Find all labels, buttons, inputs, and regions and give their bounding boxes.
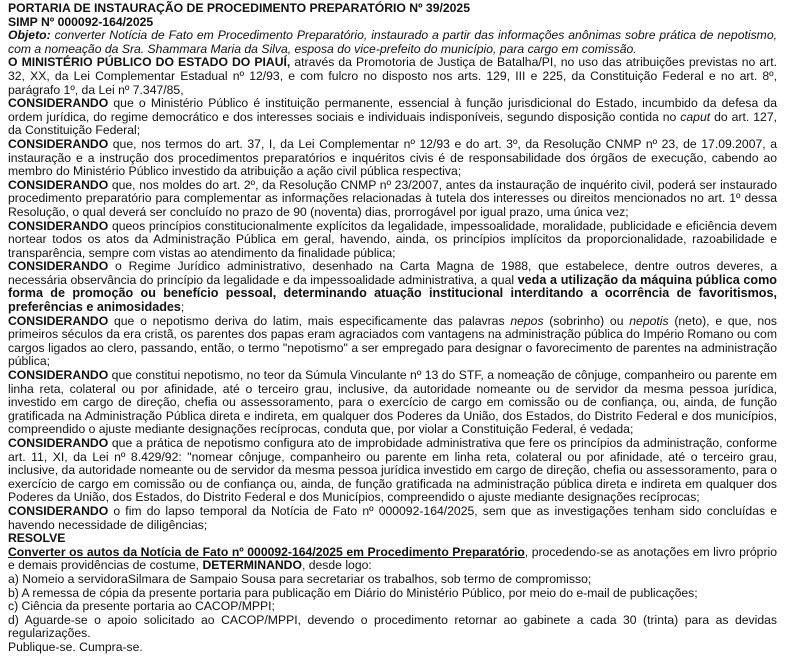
considerando-text: o fim do lapso temporal da Notícia de Fato nº 000092-164/2025, sem que as investigações tenham sido concluídas e havendo necessidade de diligências; <box>8 503 777 532</box>
considerando-8 <box>8 437 777 505</box>
considerando-italic: caput <box>680 109 711 124</box>
considerando-italic: nepotis <box>629 313 669 328</box>
resolve-heading: RESOLVE <box>8 531 66 546</box>
considerando-text: que constitui nepotismo, no teor da Súmula Vinculante nº 13 do STF, a nomeação de cônjuge, companheiro ou parente em linha reta, colateral ou por afinidade, até o terceiro grau, inclusive, da autoridade nomeante ou de servidor da mesma pessoa jurídica, investido em cargo de direção, chefia ou assessoramento, para o exercício de cargo em comissão ou de confiança, ou, ainda, de função gratificada na Administração Pública direta e indireta, em qualquer dos Poderes da União, dos Estados, do Distrito Federal e dos municípios, compreendido o ajuste mediante designações recíprocas, conduta que, por violar a Constituição Federal, é vedada; <box>8 368 777 437</box>
considerando-7 <box>8 369 777 437</box>
considerando-4 <box>8 220 777 261</box>
intro-paragraph <box>8 56 777 97</box>
considerando-text: que a prática de nepotismo configura ato de improbidade administrativa que fere os princípios da administração, conforme art. 11, XI, da Lei nº 8.429/92: "nomear cônjuge, companheiro ou parente em linha reta, colateral ou por afinidade, até o terceiro grau, inclusive, da autoridade nomeante ou de servidor da mesma pessoa jurídica investido em cargo de direção, chefia ou assessoramento, para o exercício de cargo em comissão ou de confiança ou, ainda, de função gratificada na administração pública direta e indireta em qualquer dos Poderes da União, dos Estados, do Distrito Federal e dos Municípios, compreendido o ajuste mediante designações recíprocas; <box>8 436 777 505</box>
considerando-text: que, nos moldes do art. 2º, da Resolução CNMP nº 23/2007, antes da instauração de inquérito civil, poderá ser instaurado procedimento preparatório para complementar as informações relacionadas à tutela dos interesses ou direitos mencionados no art. 1º dessa Resolução, o qual deverá ser concluído no prazo de 90 (noventa) dias, prorrogável por igual prazo, uma única vez; <box>8 177 777 219</box>
resolve-item-a: a) Nomeio a servidoraSilmara de Sampaio Sousa para secretariar os trabalhos, sob termo de compromisso; <box>8 571 592 586</box>
considerando-1 <box>8 97 777 138</box>
considerando-bold-emphasis: veda a utilização da máquina pública como forma de promoção ou benefício pessoal, determinando atuação institucional interditando a ocorrência de favoritismos, preferências e animosidades <box>8 272 777 315</box>
considerando-5 <box>8 260 777 314</box>
intro-text: através da Promotoria de Justiça de Batalha/PI, no uso das atribuições previstas no art. 32, XX, da Lei Complementar Estadual nº 12/93, e com fulcro no disposto nos arts. 129, III e 225, da Constituição Federal e no art. 8º, parágrafo 1º, da Lei nº 7.347/85, <box>8 55 777 97</box>
considerando-text: queos princípios constitucionalmente explícitos da legalidade, impessoalidade, moralidade, publicidade e eficiência devem nortear todos os atos da Administração Pública em geral, havendo, ainda, os princípios implícitos da proporcionalidade, razoabilidade e transparência, sempre com vistas ao atendimento da finalidade pública; <box>8 218 777 260</box>
simp-number: SIMP Nº 000092-164/2025 <box>8 14 154 29</box>
considerando-label: CONSIDERANDO <box>8 368 109 383</box>
considerando-label: CONSIDERANDO <box>8 218 109 233</box>
considerando-label: CONSIDERANDO <box>8 96 109 111</box>
considerando-label: CONSIDERANDO <box>8 136 109 151</box>
resolve-item-c: c) Ciência da presente portaria ao CACOP/MPPI; <box>8 599 275 614</box>
considerando-text: que o Ministério Público é instituição permanente, essencial à função jurisdicional do Estado, incumbido da defesa da ordem jurídica, do regime democrático e dos interesses sociais e individuais indisponíveis, segundo disposição contida no <box>8 96 777 124</box>
considerando-9 <box>8 505 777 532</box>
considerando-text: ; <box>180 300 185 315</box>
considerando-text: que o nepotismo deriva do latim, mais especificamente das palavras <box>108 313 511 328</box>
objeto-label: Objeto: <box>8 28 51 43</box>
resolve-item-b: b) A remessa de cópia da presente portaria para publicação em Diário do Ministério Público, por meio do e-mail de publicações; <box>8 585 698 600</box>
resolve-item-d: d) Aguarde-se o apoio solicitado ao CACOP/MPPI, devendo o procedimento retornar ao gabinete a cada 30 (trinta) para as devidas regularizações. <box>8 612 777 641</box>
considerando-2 <box>8 138 777 179</box>
objeto-paragraph <box>8 29 777 56</box>
considerando-label: CONSIDERANDO <box>8 503 109 518</box>
considerando-label: CONSIDERANDO <box>8 313 109 328</box>
resolve-text: , procedendo-se as anotações em livro próprio e demais providências de costume, <box>8 544 778 573</box>
convert-statement: Converter os autos da Notícia de Fato nº 000092-164/2025 em Procedimento Preparatório <box>8 544 525 559</box>
considerando-text: o Regime Jurídico administrativo, desenhado na Carta Magna de 1988, que estabelece, dentre outros deveres, a necessária observância do princípio da legalidade e da impessoalidade administrativa, a qual <box>8 259 777 287</box>
determinando-label: DETERMINANDO <box>202 558 302 573</box>
considerando-label: CONSIDERANDO <box>8 436 109 450</box>
considerando-6 <box>8 315 777 369</box>
considerando-italic: nepos <box>510 313 544 328</box>
resolve-text: , desde logo: <box>301 558 372 573</box>
considerando-label: CONSIDERANDO <box>8 177 109 192</box>
considerando-text: que, nos termos do art. 37, I, da Lei Complementar nº 12/93 e do art. 3º, da Resolução CNMP nº 23, de 17.09.2007, a instauração e a instrução dos procedimentos preparatórios e inquéritos civis é de responsabilidade dos órgãos de execução, cabendo ao membro do Ministério Público investido da atribuição a ação civil pública respectiva; <box>8 136 777 179</box>
resolve-paragraph <box>8 546 777 573</box>
intro-bold: O MINISTÉRIO PÚBLICO DO ESTADO DO PIAUÍ, <box>8 55 291 70</box>
considerando-label: CONSIDERANDO <box>8 259 109 274</box>
document-title: PORTARIA DE INSTAURAÇÃO DE PROCEDIMENTO PREPARATÓRIO Nº 39/2025 <box>8 1 470 15</box>
considerando-text: (neto), e que, nos primeiros séculos da era cristã, os parentes dos papas eram agraciados com vantagens na administração pública do Império Romano ou com cargos ligados ao clero, passando, então, o termo "nepotismo" a ser empregado para designar o favorecimento de parentes na administração pública; <box>8 313 777 369</box>
considerando-3 <box>8 179 777 220</box>
closing-statement: Publique-se. Cumpra-se. <box>8 639 143 654</box>
considerando-text: (sobrinho) ou <box>543 313 630 328</box>
objeto-text: converter Notícia de Fato em Procedimento Preparatório, instaurado a partir das informações anônimas sobre prática de nepotismo, com a nomeação da Sra. Shammara Maria da Silva, esposa do vice-prefeito do município, para cargo em comissão. <box>8 28 777 56</box>
considerando-text: do art. 127, da Constituição Federal; <box>8 109 777 138</box>
